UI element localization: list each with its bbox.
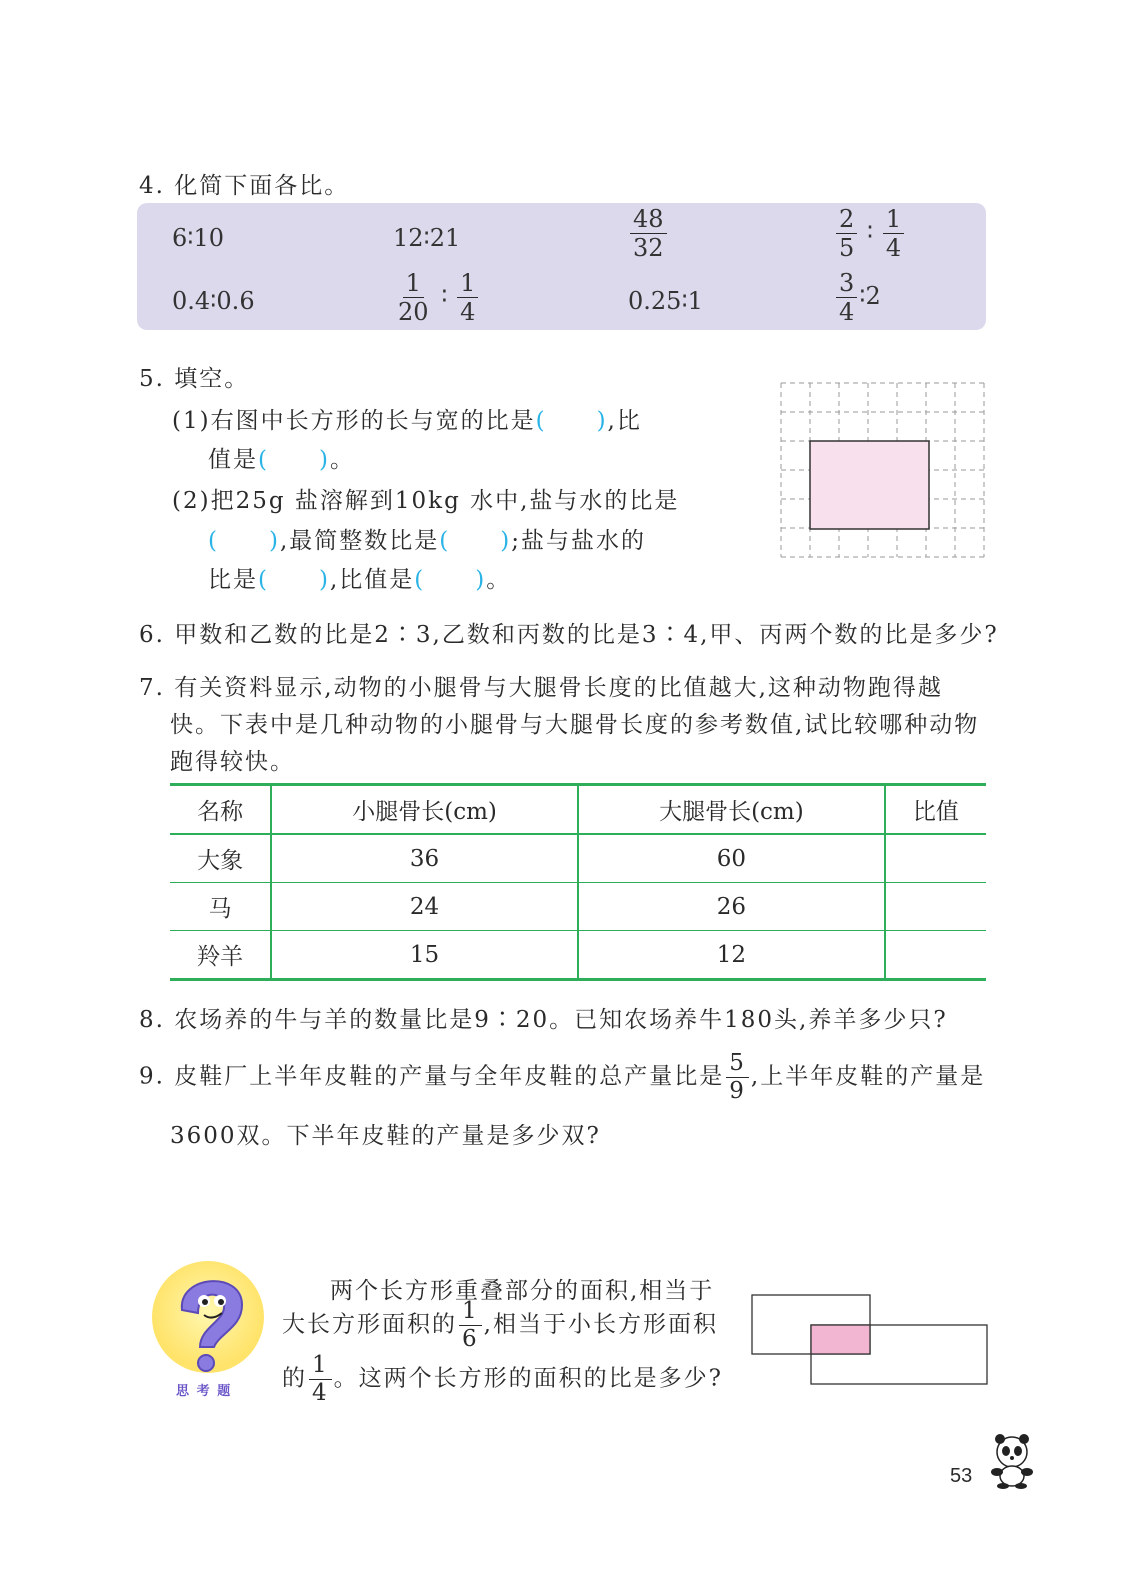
table-row (170, 883, 986, 931)
table-row (170, 931, 986, 980)
pink-rectangle (810, 441, 929, 529)
q5-part2-line2: ( ),最简整数比是( );盐与盐水的 (208, 528, 646, 554)
q5-part1-line1: (1)右图中长方形的长与宽的比是( ),比 (172, 408, 642, 434)
q5-part1-line2: 值是( )。 (208, 447, 355, 473)
overlap-region (811, 1325, 870, 1354)
table-header: 比值 (885, 785, 986, 835)
q4-item-g: 0.25∶1 (628, 287, 703, 315)
bone-length-table (170, 783, 986, 981)
q9-line2: 3600双。下半年皮鞋的产量是多少双? (170, 1123, 601, 1149)
rectangle-grid-figure (780, 382, 990, 562)
q4-item-h: $\frac{3}{4}$ ∶2 (834, 271, 881, 324)
table-cell: 26 (578, 883, 885, 931)
question-mark-mascot-icon (142, 1255, 272, 1400)
overlapping-rectangles-figure (750, 1293, 990, 1388)
q8-text: 8. 农场养的牛与羊的数量比是9∶20。已知农场养牛180头,养羊多少只? (139, 1007, 948, 1033)
table-cell (885, 931, 986, 980)
table-cell (885, 834, 986, 883)
q4-title: 4. 化简下面各比。 (139, 173, 350, 199)
q4-item-d: $\frac{2}{5}$ ∶ $\frac{1}{4}$ (834, 207, 906, 260)
q5-title: 5. 填空。 (139, 366, 250, 392)
table-cell: 大象 (197, 848, 244, 874)
table-cell: 36 (271, 834, 578, 883)
q6-text: 6. 甲数和乙数的比是2∶3,乙数和丙数的比是3∶4,甲、丙两个数的比是多少? (139, 622, 999, 648)
q4-item-e: 0.4∶0.6 (172, 287, 255, 315)
table-cell: 60 (578, 834, 885, 883)
think-line2: 大长方形面积的 $\frac{1}{6}$ ,相当于小长方形面积 (282, 1298, 718, 1352)
table-row (170, 834, 986, 883)
q5-part2-line1: (2)把25g 盐溶解到10kg 水中,盐与水的比是 (172, 488, 680, 514)
table-cell: 羚羊 (197, 944, 244, 970)
q4-item-b: 12∶21 (393, 224, 461, 252)
table-header-row (170, 785, 986, 835)
think-label: 思 考 题 (176, 1383, 233, 1398)
q7-line3: 跑得较快。 (170, 749, 295, 775)
q4-item-a: 6∶10 (172, 224, 225, 252)
q4-item-c: $\frac{48}{32}$ (628, 207, 669, 260)
table-cell: 24 (271, 883, 578, 931)
think-line1: 两个长方形重叠部分的面积,相当于 (330, 1278, 715, 1304)
panda-icon (985, 1430, 1040, 1490)
think-line3: 的 $\frac{1}{4}$ 。这两个长方形的面积的比是多少? (282, 1352, 723, 1406)
table-cell: 15 (271, 931, 578, 980)
q7-line1: 7. 有关资料显示,动物的小腿骨与大腿骨长度的比值越大,这种动物跑得越 (139, 675, 943, 701)
q4-item-f: $\frac{1}{20}$ ∶ $\frac{1}{4}$ (393, 271, 480, 324)
table-cell: 马 (208, 896, 232, 922)
table-cell: 12 (578, 931, 885, 980)
q9-line1: 9. 皮鞋厂上半年皮鞋的产量与全年皮鞋的总产量比是 $\frac{5}{9}$ ,上半年皮鞋的产量是 (139, 1050, 986, 1104)
table-header: 名称 (197, 799, 244, 825)
table-header: 大腿骨长(cm) (578, 785, 885, 835)
q5-part2-line3: 比是( ),比值是( )。 (208, 567, 512, 593)
q7-line2: 快。下表中是几种动物的小腿骨与大腿骨长度的参考数值,试比较哪种动物 (170, 712, 980, 738)
page-number: 53 (950, 1465, 973, 1487)
table-header: 小腿骨长(cm) (271, 785, 578, 835)
table-cell (885, 883, 986, 931)
